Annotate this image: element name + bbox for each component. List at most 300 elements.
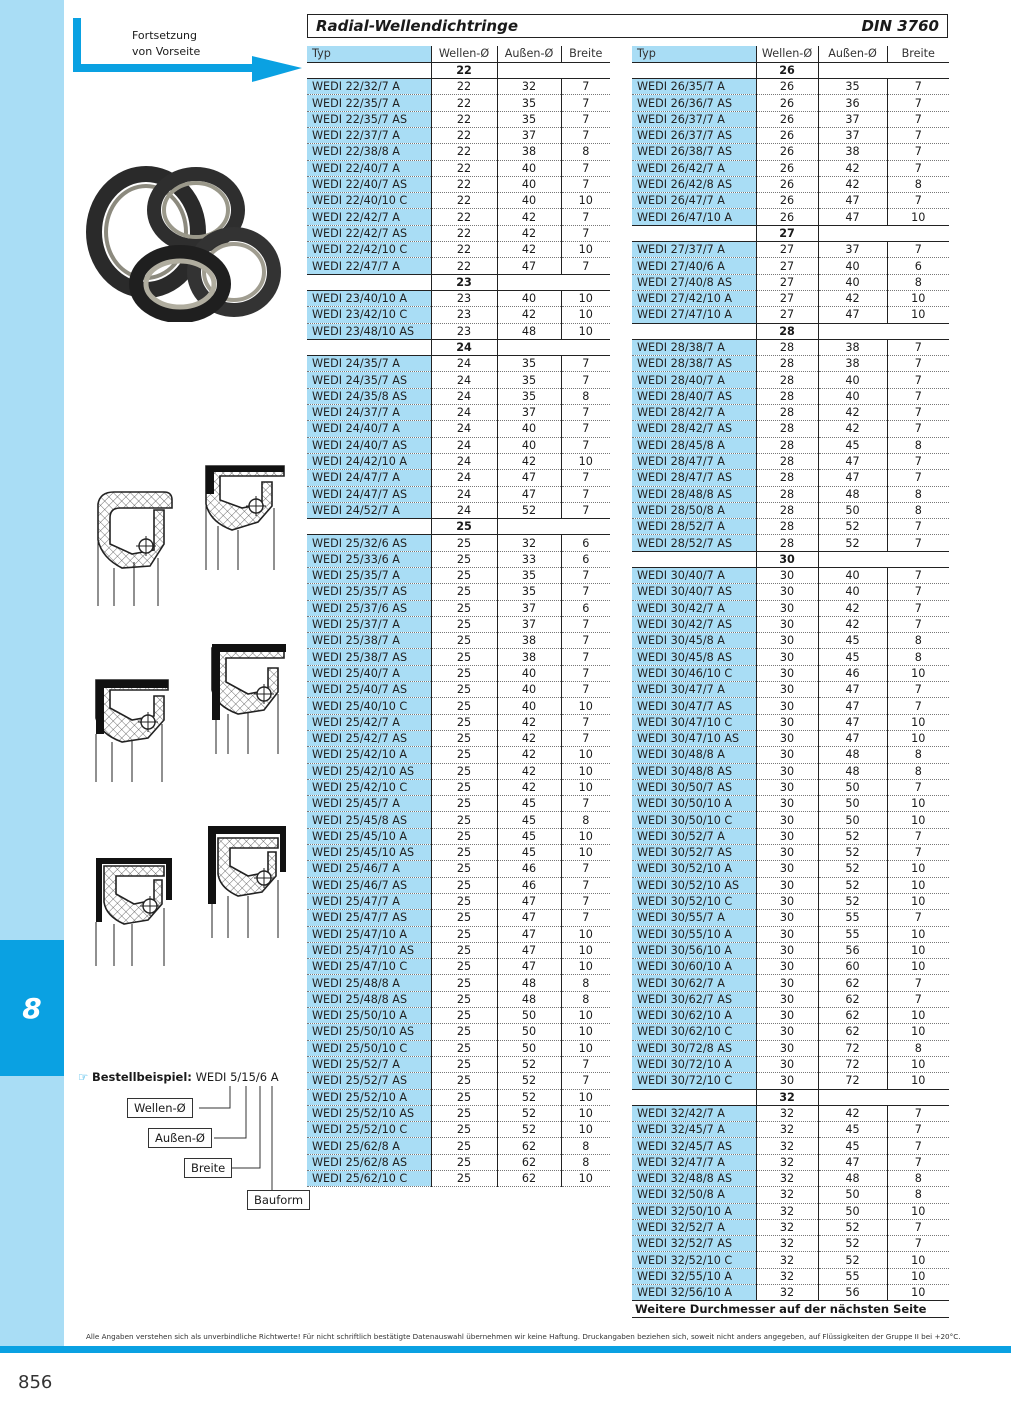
table-header-row xyxy=(632,46,949,62)
cell-shaft-diameter: 26 xyxy=(756,144,818,160)
cell-outer-diameter: 42 xyxy=(497,714,561,730)
cell-type: WEDI 25/45/10 AS xyxy=(307,845,431,861)
cell-outer-diameter: 47 xyxy=(818,470,887,486)
cell-width: 10 xyxy=(887,926,949,942)
cell-type: WEDI 26/38/7 AS xyxy=(632,144,756,160)
table-row xyxy=(307,893,610,909)
cell-outer-diameter: 37 xyxy=(497,616,561,632)
cell-shaft-diameter: 22 xyxy=(431,144,497,160)
cell-type: WEDI 24/47/7 AS xyxy=(307,486,431,502)
cell-type: WEDI 25/32/6 AS xyxy=(307,535,431,551)
cell-width: 10 xyxy=(561,1008,610,1024)
cell-outer-diameter: 40 xyxy=(497,193,561,209)
cell-width: 10 xyxy=(887,1008,949,1024)
cell-shaft-diameter: 32 xyxy=(756,1187,818,1203)
cell-width: 10 xyxy=(887,893,949,909)
cell-type: WEDI 30/52/10 A xyxy=(632,861,756,877)
cell-outer-diameter: 52 xyxy=(497,1073,561,1089)
cell-width: 10 xyxy=(887,209,949,225)
cell-width: 7 xyxy=(887,111,949,127)
cell-type: WEDI 23/48/10 AS xyxy=(307,323,431,339)
cell-shaft-diameter: 30 xyxy=(756,730,818,746)
table-row xyxy=(307,747,610,763)
cell-outer-diameter: 42 xyxy=(818,176,887,192)
cell-outer-diameter: 32 xyxy=(497,535,561,551)
table-row xyxy=(632,356,949,372)
table-row xyxy=(632,388,949,404)
table-row xyxy=(632,1154,949,1170)
cell-type: WEDI 24/52/7 A xyxy=(307,502,431,518)
cell-width: 7 xyxy=(887,1122,949,1138)
table-row xyxy=(307,372,610,388)
group-spacer xyxy=(497,274,610,290)
cell-width: 7 xyxy=(561,79,610,95)
cell-shaft-diameter: 22 xyxy=(431,160,497,176)
cell-width: 7 xyxy=(887,682,949,698)
cell-type: WEDI 24/37/7 A xyxy=(307,405,431,421)
cell-shaft-diameter: 25 xyxy=(431,747,497,763)
cell-shaft-diameter: 30 xyxy=(756,910,818,926)
cell-type: WEDI 25/40/7 A xyxy=(307,665,431,681)
group-shaft-diameter: 30 xyxy=(756,551,818,567)
cell-shaft-diameter: 25 xyxy=(431,763,497,779)
table-row xyxy=(307,209,610,225)
cell-shaft-diameter: 27 xyxy=(756,307,818,323)
cell-type: WEDI 25/42/10 AS xyxy=(307,763,431,779)
cell-shaft-diameter: 25 xyxy=(431,1040,497,1056)
cell-shaft-diameter: 23 xyxy=(431,290,497,306)
cell-outer-diameter: 38 xyxy=(497,144,561,160)
table-row xyxy=(632,926,949,942)
cell-type: WEDI 24/40/7 A xyxy=(307,421,431,437)
group-header-row xyxy=(307,339,610,355)
table-row xyxy=(307,225,610,241)
table-row xyxy=(307,1154,610,1170)
cell-shaft-diameter: 30 xyxy=(756,779,818,795)
table-row xyxy=(632,1105,949,1121)
table-row xyxy=(632,600,949,616)
table-row xyxy=(632,95,949,111)
cell-type: WEDI 30/47/10 AS xyxy=(632,730,756,746)
table-row xyxy=(632,1024,949,1040)
cell-shaft-diameter: 25 xyxy=(431,584,497,600)
cell-width: 7 xyxy=(887,975,949,991)
cell-width: 8 xyxy=(887,486,949,502)
table-row xyxy=(632,616,949,632)
cell-outer-diameter: 40 xyxy=(818,388,887,404)
cell-shaft-diameter: 28 xyxy=(756,372,818,388)
cell-width: 10 xyxy=(561,1122,610,1138)
table-row xyxy=(632,991,949,1007)
table-row xyxy=(307,144,610,160)
cell-width: 10 xyxy=(561,242,610,258)
table-row xyxy=(307,356,610,372)
table-row xyxy=(307,1170,610,1186)
cell-type: WEDI 30/40/7 A xyxy=(632,568,756,584)
order-example xyxy=(78,1070,279,1084)
table-row xyxy=(632,274,949,290)
cell-type: WEDI 25/48/8 AS xyxy=(307,991,431,1007)
cell-width: 7 xyxy=(887,600,949,616)
cell-width: 8 xyxy=(561,991,610,1007)
table-row xyxy=(307,486,610,502)
cell-outer-diameter: 42 xyxy=(818,616,887,632)
cell-outer-diameter: 42 xyxy=(818,405,887,421)
cell-width: 7 xyxy=(561,1073,610,1089)
cell-outer-diameter: 62 xyxy=(818,1008,887,1024)
table-row xyxy=(307,730,610,746)
cell-shaft-diameter: 22 xyxy=(431,127,497,143)
cell-outer-diameter: 52 xyxy=(818,519,887,535)
cell-outer-diameter: 40 xyxy=(497,698,561,714)
cell-outer-diameter: 47 xyxy=(818,453,887,469)
group-header-row xyxy=(632,323,949,339)
cell-type: WEDI 25/50/10 AS xyxy=(307,1024,431,1040)
table-row xyxy=(632,1122,949,1138)
cell-type: WEDI 25/45/8 AS xyxy=(307,812,431,828)
cell-shaft-diameter: 30 xyxy=(756,796,818,812)
cell-shaft-diameter: 25 xyxy=(431,551,497,567)
cell-shaft-diameter: 26 xyxy=(756,193,818,209)
cell-shaft-diameter: 26 xyxy=(756,95,818,111)
table-row xyxy=(632,682,949,698)
cell-type: WEDI 28/47/7 A xyxy=(632,453,756,469)
cell-shaft-diameter: 27 xyxy=(756,274,818,290)
cell-width: 7 xyxy=(887,453,949,469)
table-row xyxy=(632,405,949,421)
cell-width: 10 xyxy=(887,1268,949,1284)
cell-type: WEDI 22/37/7 A xyxy=(307,127,431,143)
cell-outer-diameter: 38 xyxy=(818,144,887,160)
cell-width: 10 xyxy=(887,1203,949,1219)
cell-width: 10 xyxy=(561,290,610,306)
cell-width: 7 xyxy=(561,796,610,812)
cell-shaft-diameter: 24 xyxy=(431,453,497,469)
cell-shaft-diameter: 26 xyxy=(756,127,818,143)
cell-width: 10 xyxy=(887,290,949,306)
cell-width: 10 xyxy=(887,877,949,893)
cell-type: WEDI 25/37/6 AS xyxy=(307,600,431,616)
section-header xyxy=(307,14,948,38)
table-row xyxy=(632,812,949,828)
cell-type: WEDI 32/52/7 A xyxy=(632,1219,756,1235)
cell-outer-diameter: 40 xyxy=(497,665,561,681)
cell-width: 10 xyxy=(561,959,610,975)
cell-outer-diameter: 42 xyxy=(497,453,561,469)
cell-shaft-diameter: 25 xyxy=(431,910,497,926)
cell-outer-diameter: 32 xyxy=(497,79,561,95)
cell-width: 7 xyxy=(887,1138,949,1154)
cell-width: 10 xyxy=(561,747,610,763)
cell-width: 7 xyxy=(887,79,949,95)
cell-outer-diameter: 52 xyxy=(497,1122,561,1138)
table-row xyxy=(307,584,610,600)
table-row xyxy=(632,779,949,795)
table-row xyxy=(632,910,949,926)
cell-outer-diameter: 60 xyxy=(818,959,887,975)
cell-width: 7 xyxy=(887,1236,949,1252)
cell-shaft-diameter: 30 xyxy=(756,942,818,958)
col-header-width: Breite xyxy=(561,46,610,62)
cell-outer-diameter: 62 xyxy=(497,1170,561,1186)
table-row xyxy=(307,437,610,453)
cell-type: WEDI 25/46/7 A xyxy=(307,861,431,877)
cell-shaft-diameter: 25 xyxy=(431,616,497,632)
cell-outer-diameter: 50 xyxy=(497,1040,561,1056)
cell-width: 8 xyxy=(561,975,610,991)
cell-shaft-diameter: 28 xyxy=(756,421,818,437)
cell-type: WEDI 25/47/7 AS xyxy=(307,910,431,926)
cell-width: 7 xyxy=(561,372,610,388)
cell-outer-diameter: 40 xyxy=(818,584,887,600)
table-row xyxy=(307,502,610,518)
cell-shaft-diameter: 25 xyxy=(431,877,497,893)
cell-shaft-diameter: 28 xyxy=(756,405,818,421)
table-row xyxy=(632,845,949,861)
cell-outer-diameter: 40 xyxy=(818,274,887,290)
cell-width: 7 xyxy=(887,535,949,551)
cell-shaft-diameter: 25 xyxy=(431,926,497,942)
cell-width: 7 xyxy=(561,437,610,453)
cell-outer-diameter: 40 xyxy=(497,421,561,437)
cell-width: 7 xyxy=(887,470,949,486)
table-row xyxy=(632,470,949,486)
cell-shaft-diameter: 32 xyxy=(756,1203,818,1219)
cell-outer-diameter: 42 xyxy=(818,1105,887,1121)
cell-width: 7 xyxy=(561,225,610,241)
table-row xyxy=(307,665,610,681)
cell-outer-diameter: 36 xyxy=(818,95,887,111)
table-row xyxy=(307,991,610,1007)
cell-shaft-diameter: 24 xyxy=(431,356,497,372)
cell-width: 7 xyxy=(887,388,949,404)
cell-width: 10 xyxy=(561,1089,610,1105)
cell-type: WEDI 25/47/10 AS xyxy=(307,942,431,958)
cell-outer-diameter: 52 xyxy=(818,893,887,909)
cell-shaft-diameter: 32 xyxy=(756,1154,818,1170)
cell-shaft-diameter: 30 xyxy=(756,616,818,632)
cell-type: WEDI 30/62/10 A xyxy=(632,1008,756,1024)
cell-outer-diameter: 47 xyxy=(818,209,887,225)
cell-width: 8 xyxy=(887,649,949,665)
cell-outer-diameter: 42 xyxy=(497,779,561,795)
table-row xyxy=(307,388,610,404)
cell-width: 7 xyxy=(561,910,610,926)
cell-outer-diameter: 42 xyxy=(818,421,887,437)
cell-type: WEDI 30/52/7 A xyxy=(632,828,756,844)
table-row xyxy=(632,193,949,209)
table-row xyxy=(632,1219,949,1235)
cell-type: WEDI 25/40/10 C xyxy=(307,698,431,714)
cell-type: WEDI 25/50/10 A xyxy=(307,1008,431,1024)
cell-shaft-diameter: 22 xyxy=(431,258,497,274)
cell-type: WEDI 32/47/7 A xyxy=(632,1154,756,1170)
cell-outer-diameter: 35 xyxy=(497,568,561,584)
cell-outer-diameter: 47 xyxy=(497,893,561,909)
cell-type: WEDI 28/47/7 AS xyxy=(632,470,756,486)
cell-width: 7 xyxy=(887,160,949,176)
bottom-rule xyxy=(0,1346,1011,1353)
cell-type: WEDI 30/47/7 A xyxy=(632,682,756,698)
cell-width: 7 xyxy=(561,127,610,143)
cell-shaft-diameter: 28 xyxy=(756,437,818,453)
cell-type: WEDI 28/38/7 A xyxy=(632,339,756,355)
cell-type: WEDI 22/42/7 AS xyxy=(307,225,431,241)
cell-type: WEDI 26/37/7 AS xyxy=(632,127,756,143)
table-footer-row xyxy=(632,1301,949,1317)
cell-width: 7 xyxy=(887,568,949,584)
group-spacer xyxy=(632,62,756,78)
cell-shaft-diameter: 25 xyxy=(431,1154,497,1170)
table-row xyxy=(307,193,610,209)
cell-outer-diameter: 52 xyxy=(818,535,887,551)
cell-type: WEDI 26/47/7 A xyxy=(632,193,756,209)
cell-type: WEDI 24/47/7 A xyxy=(307,470,431,486)
cell-width: 7 xyxy=(561,209,610,225)
cell-width: 8 xyxy=(561,388,610,404)
group-header-row xyxy=(307,274,610,290)
cell-outer-diameter: 47 xyxy=(497,942,561,958)
cell-outer-diameter: 40 xyxy=(497,176,561,192)
table-row xyxy=(307,79,610,95)
cell-width: 7 xyxy=(561,649,610,665)
cell-outer-diameter: 47 xyxy=(818,193,887,209)
cell-outer-diameter: 52 xyxy=(497,1105,561,1121)
cell-shaft-diameter: 32 xyxy=(756,1219,818,1235)
cell-outer-diameter: 47 xyxy=(818,682,887,698)
table-row xyxy=(632,307,949,323)
cell-shaft-diameter: 30 xyxy=(756,991,818,1007)
cell-type: WEDI 32/50/8 A xyxy=(632,1187,756,1203)
cell-width: 7 xyxy=(887,144,949,160)
cell-width: 10 xyxy=(561,1024,610,1040)
cell-type: WEDI 22/47/7 A xyxy=(307,258,431,274)
cell-outer-diameter: 35 xyxy=(818,79,887,95)
cell-outer-diameter: 52 xyxy=(497,502,561,518)
cell-type: WEDI 25/47/7 A xyxy=(307,893,431,909)
cell-width: 10 xyxy=(561,307,610,323)
table-row xyxy=(632,486,949,502)
cell-shaft-diameter: 25 xyxy=(431,828,497,844)
table-row xyxy=(307,845,610,861)
cell-width: 7 xyxy=(561,356,610,372)
cell-type: WEDI 25/62/10 C xyxy=(307,1170,431,1186)
cell-width: 8 xyxy=(887,502,949,518)
cell-shaft-diameter: 25 xyxy=(431,1024,497,1040)
cell-outer-diameter: 45 xyxy=(818,1138,887,1154)
cell-width: 7 xyxy=(887,698,949,714)
cell-type: WEDI 22/35/7 A xyxy=(307,95,431,111)
cell-type: WEDI 22/40/7 A xyxy=(307,160,431,176)
cell-outer-diameter: 72 xyxy=(818,1040,887,1056)
table-row xyxy=(307,405,610,421)
table-row xyxy=(307,763,610,779)
cell-type: WEDI 25/45/7 A xyxy=(307,796,431,812)
cell-shaft-diameter: 28 xyxy=(756,339,818,355)
cell-type: WEDI 32/56/10 A xyxy=(632,1285,756,1301)
cell-outer-diameter: 48 xyxy=(497,975,561,991)
cell-outer-diameter: 42 xyxy=(497,242,561,258)
cell-type: WEDI 30/47/7 AS xyxy=(632,698,756,714)
cell-type: WEDI 30/52/10 C xyxy=(632,893,756,909)
table-row xyxy=(307,160,610,176)
cell-outer-diameter: 42 xyxy=(497,730,561,746)
cell-shaft-diameter: 25 xyxy=(431,1122,497,1138)
cell-type: WEDI 32/50/10 A xyxy=(632,1203,756,1219)
cell-outer-diameter: 47 xyxy=(818,1154,887,1170)
cell-outer-diameter: 42 xyxy=(497,747,561,763)
cell-shaft-diameter: 30 xyxy=(756,975,818,991)
cell-type: WEDI 30/50/10 C xyxy=(632,812,756,828)
cell-shaft-diameter: 30 xyxy=(756,682,818,698)
cell-shaft-diameter: 28 xyxy=(756,470,818,486)
cell-type: WEDI 30/42/7 AS xyxy=(632,616,756,632)
section-title: Radial-Wellendichtringe xyxy=(316,17,519,35)
cell-outer-diameter: 47 xyxy=(497,258,561,274)
cell-type: WEDI 30/60/10 A xyxy=(632,959,756,975)
cell-type: WEDI 25/42/7 AS xyxy=(307,730,431,746)
group-spacer xyxy=(818,62,949,78)
table-row xyxy=(632,763,949,779)
table-row xyxy=(632,176,949,192)
cell-outer-diameter: 40 xyxy=(497,682,561,698)
cell-type: WEDI 30/50/7 AS xyxy=(632,779,756,795)
cell-outer-diameter: 62 xyxy=(818,975,887,991)
table-row xyxy=(307,551,610,567)
cell-width: 7 xyxy=(561,730,610,746)
cell-shaft-diameter: 25 xyxy=(431,1138,497,1154)
cell-width: 7 xyxy=(561,111,610,127)
group-header-row xyxy=(307,519,610,535)
cell-width: 7 xyxy=(887,339,949,355)
cell-width: 7 xyxy=(561,470,610,486)
cell-type: WEDI 27/42/10 A xyxy=(632,290,756,306)
cell-width: 10 xyxy=(887,812,949,828)
cell-type: WEDI 25/47/10 C xyxy=(307,959,431,975)
cell-shaft-diameter: 24 xyxy=(431,486,497,502)
table-row xyxy=(307,1105,610,1121)
col-header-width: Breite xyxy=(887,46,949,62)
cell-type: WEDI 26/47/10 A xyxy=(632,209,756,225)
cell-outer-diameter: 48 xyxy=(818,747,887,763)
cell-shaft-diameter: 27 xyxy=(756,258,818,274)
cell-type: WEDI 28/40/7 AS xyxy=(632,388,756,404)
cell-type: WEDI 30/72/10 A xyxy=(632,1056,756,1072)
cell-outer-diameter: 52 xyxy=(818,845,887,861)
cell-width: 7 xyxy=(561,714,610,730)
cell-outer-diameter: 50 xyxy=(818,796,887,812)
col-header-shaft: Wellen-Ø xyxy=(431,46,497,62)
cell-shaft-diameter: 25 xyxy=(431,991,497,1007)
cell-shaft-diameter: 25 xyxy=(431,1008,497,1024)
cell-type: WEDI 25/37/7 A xyxy=(307,616,431,632)
cell-type: WEDI 32/48/8 AS xyxy=(632,1170,756,1186)
cell-type: WEDI 25/35/7 A xyxy=(307,568,431,584)
col-header-type: Typ xyxy=(632,46,756,62)
table-row xyxy=(632,242,949,258)
cell-type: WEDI 25/62/8 AS xyxy=(307,1154,431,1170)
cell-shaft-diameter: 25 xyxy=(431,1105,497,1121)
cell-type: WEDI 30/62/7 A xyxy=(632,975,756,991)
cell-shaft-diameter: 26 xyxy=(756,176,818,192)
table-row xyxy=(307,453,610,469)
cell-type: WEDI 30/48/8 A xyxy=(632,747,756,763)
cell-shaft-diameter: 23 xyxy=(431,307,497,323)
cell-width: 7 xyxy=(887,405,949,421)
table-row xyxy=(307,1122,610,1138)
cell-outer-diameter: 45 xyxy=(818,437,887,453)
cell-outer-diameter: 52 xyxy=(497,1089,561,1105)
